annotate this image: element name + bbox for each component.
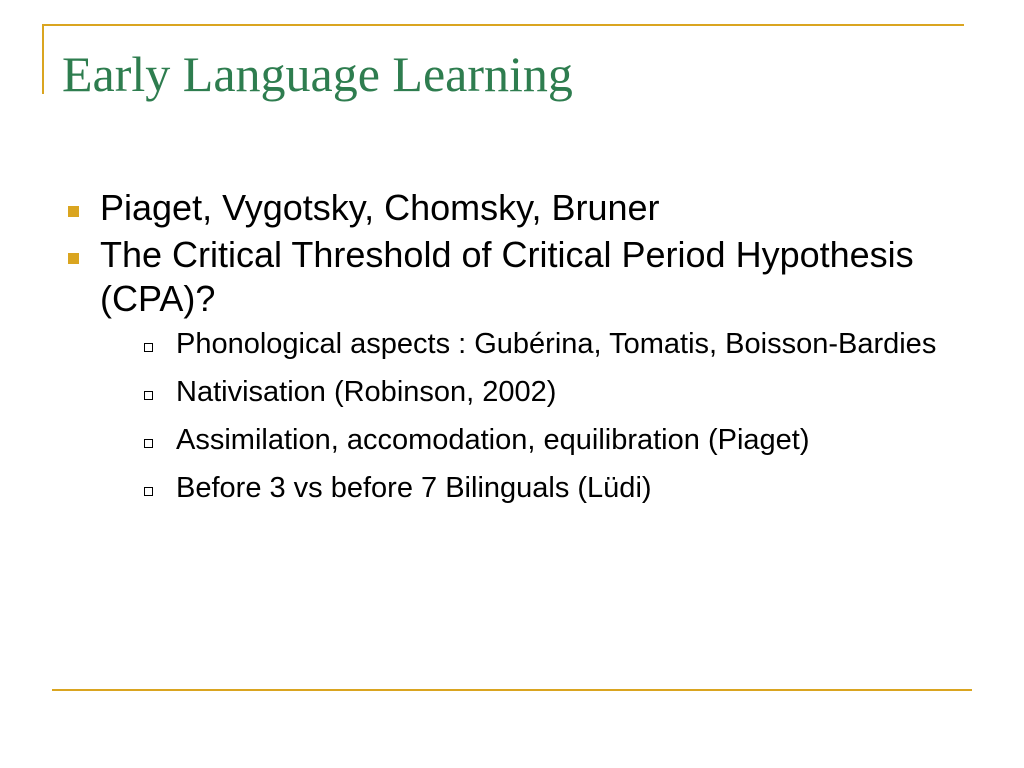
square-bullet-icon: [68, 253, 79, 264]
sub-bullet-text-3: Assimilation, accomodation, equilibration (Piaget): [176, 424, 810, 456]
sub-bullet-text-4: Before 3 vs before 7 Bilinguals (Lüdi): [176, 472, 652, 504]
bullet-item-1: [62, 186, 962, 230]
slide-title: Early Language Learning: [62, 46, 573, 102]
bullet-text-1: Piaget, Vygotsky, Chomsky, Bruner: [100, 187, 660, 228]
hollow-square-bullet-icon: [144, 439, 153, 448]
hollow-square-bullet-icon: [144, 391, 153, 400]
sub-bullet-item-2: [100, 375, 962, 409]
sub-bullet-text-2: Nativisation (Robinson, 2002): [176, 376, 557, 408]
bullet-text-2: The Critical Threshold of Critical Period Hypothesis (CPA)?: [100, 234, 914, 319]
top-accent-rule: [42, 24, 964, 26]
sub-bullet-text-1: Phonological aspects : Gubérina, Tomatis, Boisson-Bardies: [176, 328, 937, 360]
sub-bullet-item-4: [100, 471, 962, 505]
square-bullet-icon: [68, 206, 79, 217]
bullet-item-2: [62, 233, 962, 505]
hollow-square-bullet-icon: [144, 343, 153, 352]
bottom-accent-rule: [52, 689, 972, 691]
left-accent-rule: [42, 24, 44, 94]
slide-body: [62, 186, 962, 519]
hollow-square-bullet-icon: [144, 487, 153, 496]
sub-bullet-item-1: [100, 327, 962, 361]
sub-bullet-item-3: [100, 423, 962, 457]
sub-bullet-list: [100, 327, 962, 505]
